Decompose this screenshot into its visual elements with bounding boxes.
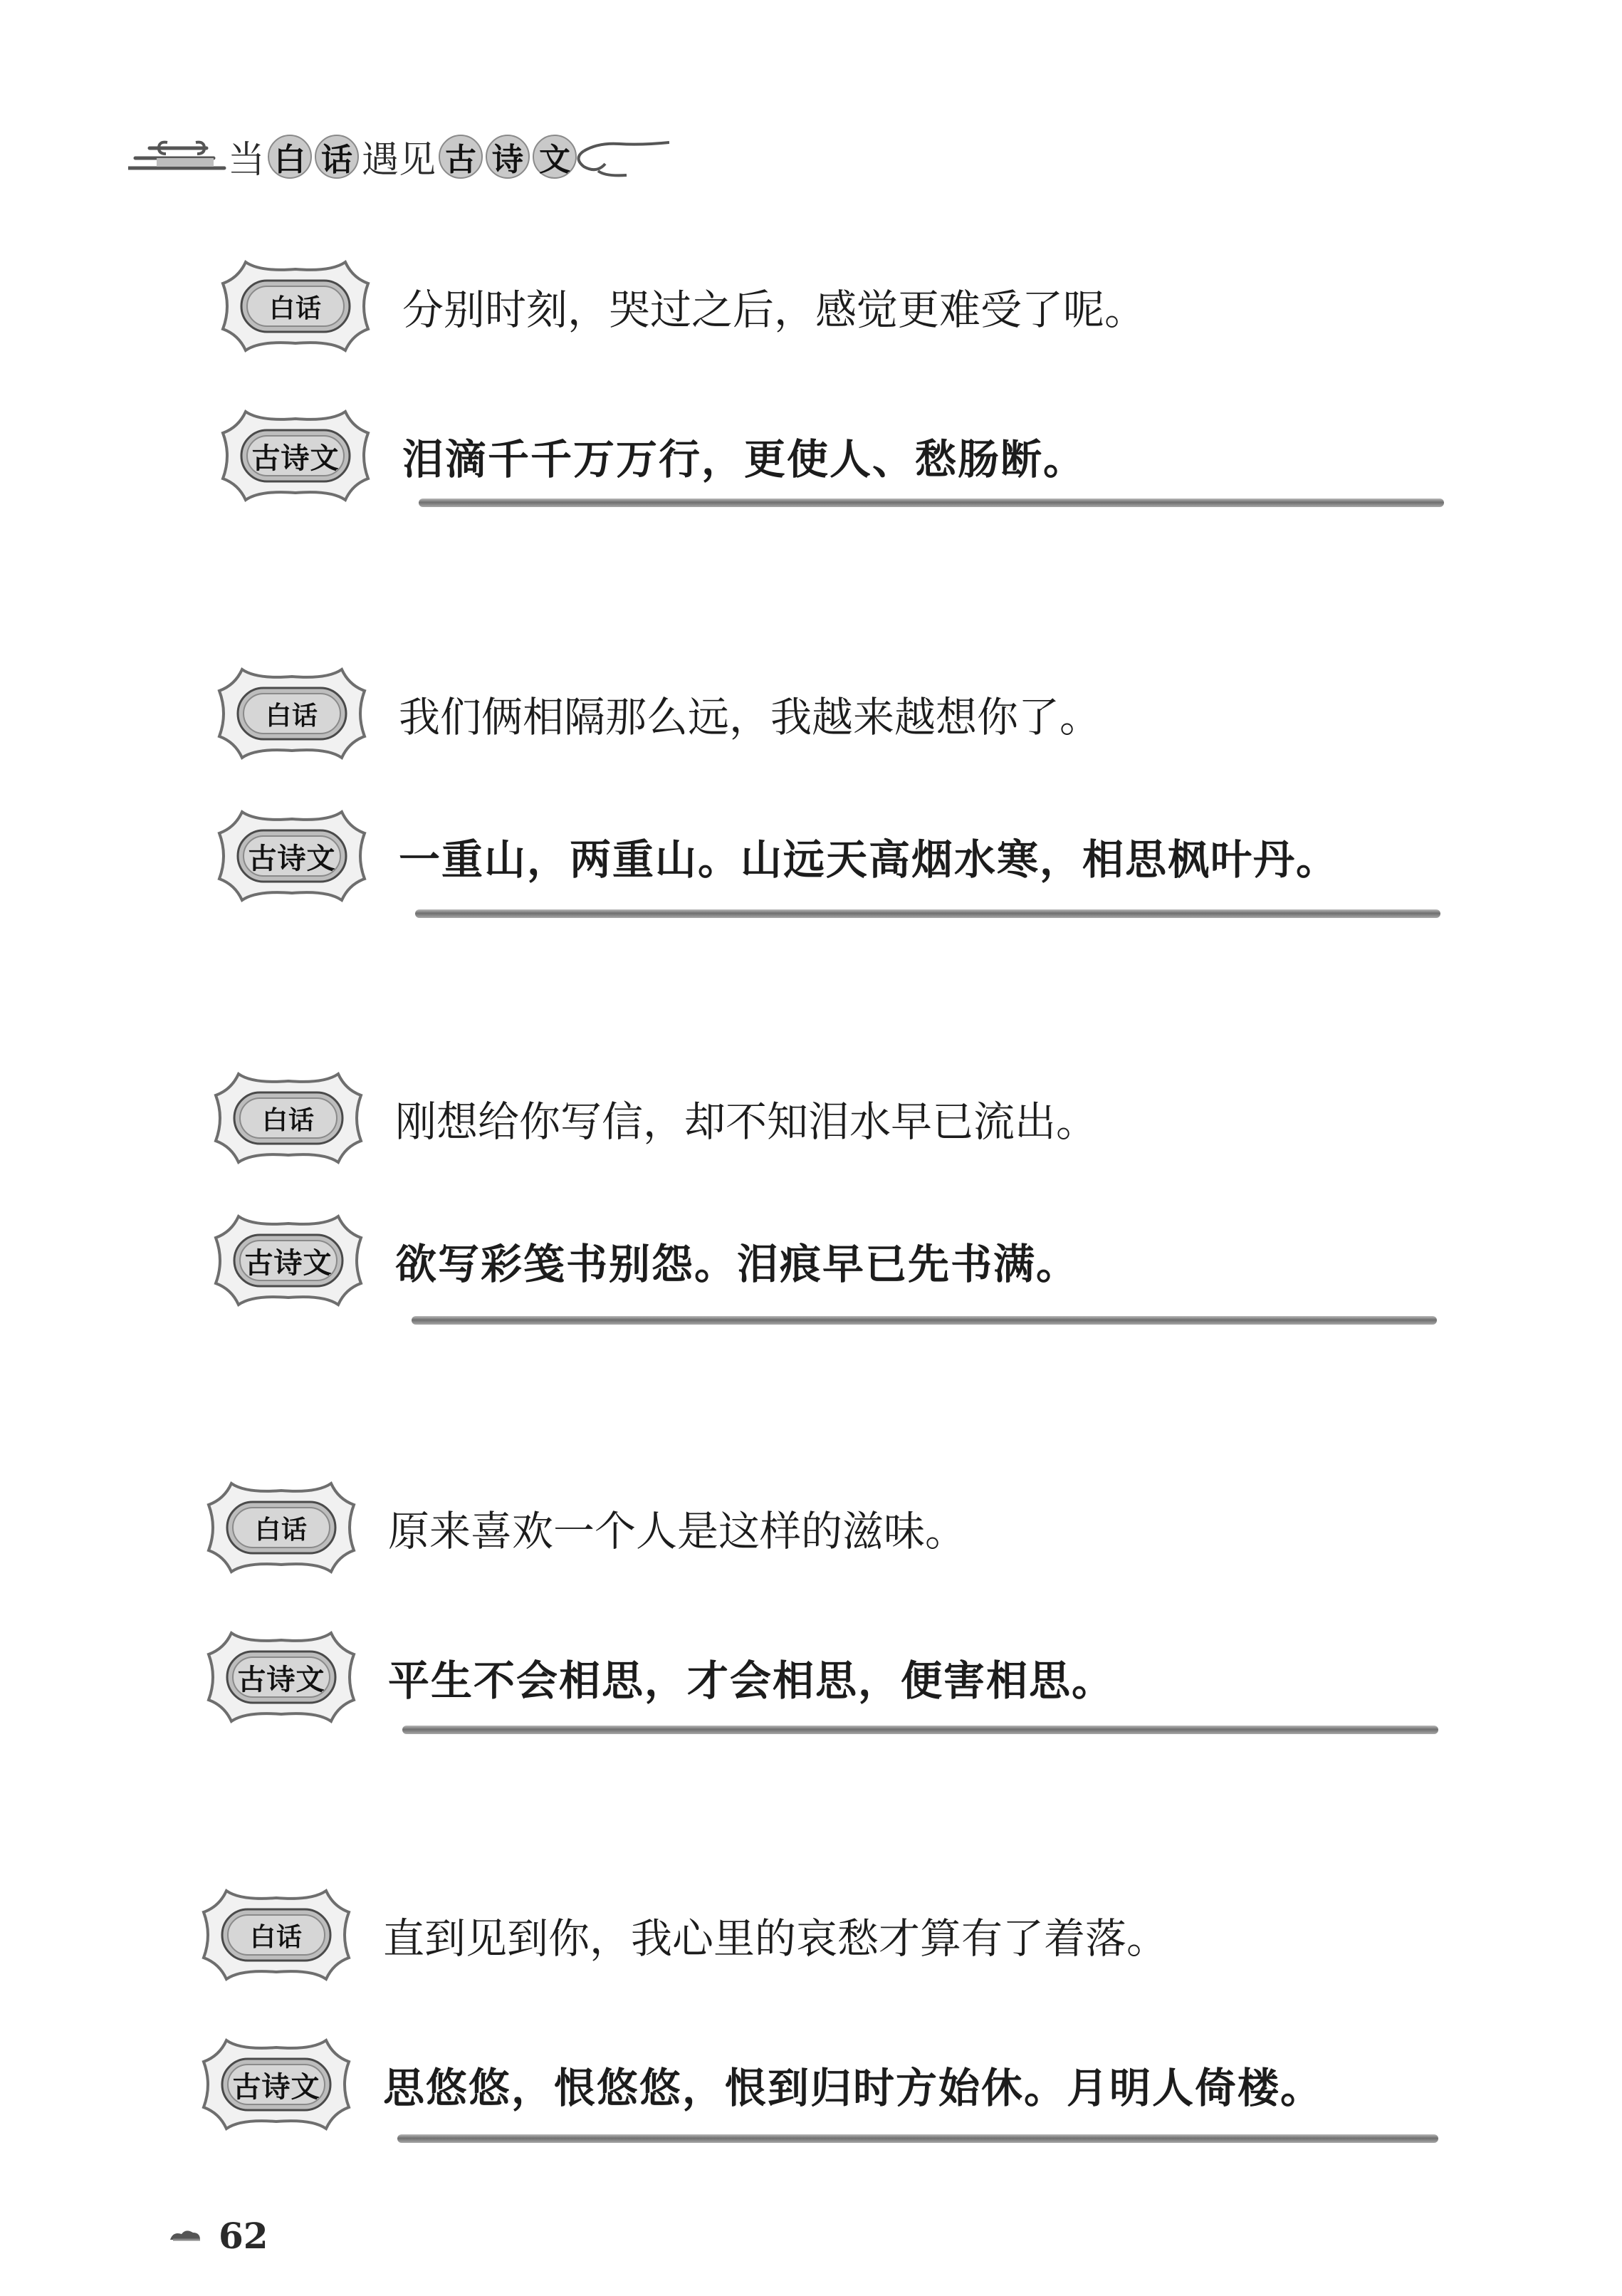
badge-label: 古诗文: [251, 442, 340, 475]
gushiwen-badge: [210, 1211, 367, 1310]
underline-divider: [397, 2134, 1438, 2143]
header-part: 当: [228, 139, 266, 182]
gushiwen-badge: [214, 806, 370, 906]
badge-label: 古诗文: [237, 1663, 325, 1696]
baihua-badge: [210, 1068, 367, 1168]
baihua-text: 原来喜欢一个人是这样的滋味。: [388, 1507, 967, 1555]
underline-divider: [415, 909, 1440, 918]
baihua-row: [203, 1478, 966, 1577]
header-part: 遇见: [362, 139, 436, 182]
badge-label: 白话: [254, 1515, 308, 1545]
underline-divider: [412, 1316, 1437, 1325]
badge-label: 白话: [249, 1922, 303, 1952]
baihua-badge: [198, 1885, 355, 1985]
entry-2: [0, 664, 1622, 963]
underline-divider: [419, 499, 1444, 507]
header-circled-char: 白: [268, 135, 312, 179]
page-number: 62: [219, 2215, 268, 2257]
gushiwen-text: 一重山，两重山。山远天高烟水寒，相思枫叶丹。: [399, 835, 1339, 884]
running-header: [128, 114, 669, 192]
baihua-text: 分别时刻，哭过之后，感觉更难受了呢。: [402, 286, 1146, 334]
header-circled-char: 话: [315, 135, 359, 179]
entry-1: [0, 256, 1622, 555]
badge-label: 古诗文: [244, 1246, 333, 1280]
header-circled-char: 文: [533, 135, 577, 179]
gushiwen-row: [210, 1211, 1079, 1310]
gushiwen-text: 泪滴千千万万行，更使人、愁肠断。: [402, 435, 1087, 484]
gushiwen-row: [214, 806, 1339, 906]
badge-label: 古诗文: [232, 2070, 320, 2104]
header-circled-char: 诗: [486, 135, 530, 179]
gushiwen-text: 欲写彩笺书别怨。泪痕早已先书满。: [395, 1240, 1079, 1288]
gushiwen-text: 思悠悠，恨悠悠，恨到归时方始休。月明人倚楼。: [383, 2064, 1324, 2112]
baihua-row: [198, 1885, 1168, 1985]
baihua-row: [217, 256, 1146, 356]
gushiwen-row: [203, 1627, 1114, 1727]
gushiwen-badge: [198, 2035, 355, 2134]
gushiwen-badge: [217, 406, 374, 506]
header-circled-char: 古: [439, 135, 483, 179]
entry-4: [0, 1478, 1622, 1777]
entry-3: [0, 1068, 1622, 1367]
gushiwen-row: [198, 2035, 1323, 2134]
underline-divider: [402, 1726, 1438, 1734]
badge-label: 白话: [268, 293, 322, 323]
badge-label: 白话: [261, 1105, 315, 1135]
baihua-badge: [214, 664, 370, 763]
cloud-icon: [167, 2227, 203, 2245]
badge-label: 古诗文: [248, 842, 336, 875]
gushiwen-text: 平生不会相思，才会相思，便害相思。: [388, 1656, 1115, 1705]
baihua-badge: [203, 1478, 360, 1577]
entry-5: [0, 1885, 1622, 2184]
baihua-text: 刚想给你写信，却不知泪水早已流出。: [395, 1097, 1098, 1146]
baihua-row: [210, 1068, 1097, 1168]
gushiwen-badge: [203, 1627, 360, 1727]
page-footer: [167, 2215, 268, 2257]
badge-label: 白话: [265, 701, 318, 731]
baihua-text: 我们俩相隔那么远，我越来越想你了。: [399, 693, 1102, 741]
baihua-row: [214, 664, 1101, 763]
baihua-text: 直到见到你，我心里的哀愁才算有了着落。: [383, 1914, 1168, 1963]
header-title: [228, 130, 577, 183]
gushiwen-row: [217, 406, 1086, 506]
baihua-badge: [217, 256, 374, 356]
